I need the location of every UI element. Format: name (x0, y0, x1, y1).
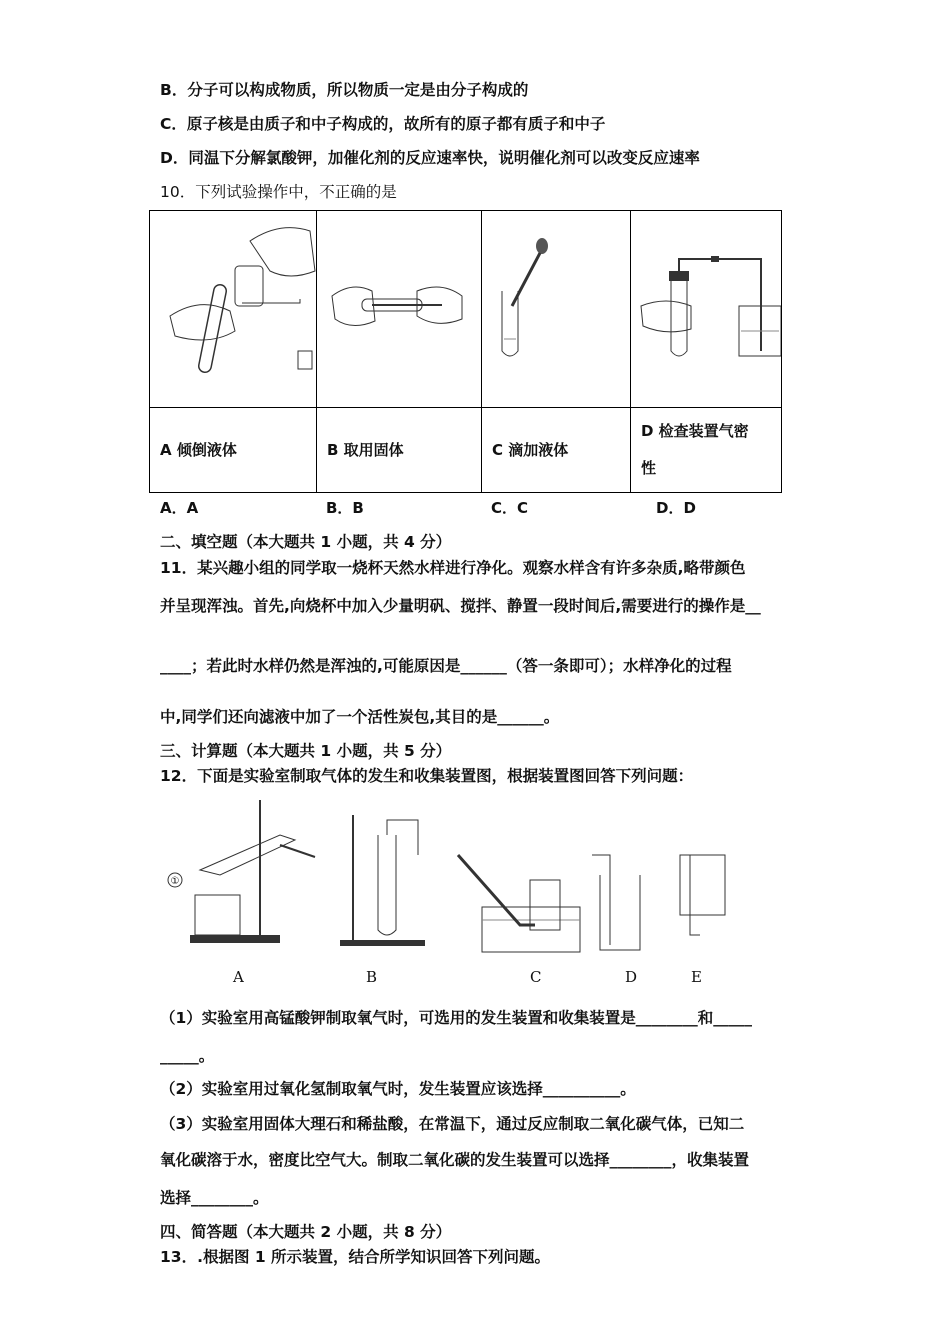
apparatus-figure (160, 795, 800, 990)
q10-option-a[interactable]: A．A (160, 499, 199, 517)
drip-liquid-figure (482, 211, 631, 408)
q9-option-b: B．分子可以构成物质，所以物质一定是由分子构成的 (160, 81, 529, 99)
q12-part1-a: （1）实验室用高锰酸钾制取氧气时，可选用的发生装置和收集装置是________和_____ (160, 1009, 753, 1027)
q11-line4: 中,同学们还向滤液中加了一个活性炭包,其目的是______。 (160, 708, 560, 726)
q10-option-c[interactable]: C．C (491, 499, 529, 517)
q10-option-b[interactable]: B．B (326, 499, 364, 517)
q12-part3-b: 氧化碳溶于水，密度比空气大。制取二氧化碳的发生装置可以选择________，收集装置 (160, 1151, 750, 1169)
label-a: A (233, 968, 244, 986)
airtight-check-figure (631, 211, 782, 408)
label-c: C (530, 968, 542, 986)
pour-liquid-figure (150, 211, 317, 408)
q9-option-d: D．同温下分解氯酸钾，加催化剂的反应速率快，说明催化剂可以改变反应速率 (160, 149, 700, 167)
take-solid-figure (317, 211, 482, 408)
q10-table (149, 210, 782, 493)
marker-1: ① (170, 876, 180, 887)
section4-title: 四、简答题（本大题共 2 小题，共 8 分） (160, 1223, 452, 1241)
q11-line3 (160, 654, 732, 676)
caption-a: A 倾倒液体 (150, 408, 317, 493)
label-b: B (366, 968, 378, 986)
q10-stem: 10．下列试验操作中，不正确的是 (160, 183, 397, 201)
q11-line3-a: ____；若此时水样仍然是浑浊的,可能原因是______ (160, 657, 507, 675)
caption-c: C 滴加液体 (482, 408, 631, 493)
q9-option-c: C．原子核是由质子和中子构成的，故所有的原子都有质子和中子 (160, 115, 606, 133)
q12-part1-b: _____。 (160, 1047, 215, 1065)
q12-part3-a: （3）实验室用固体大理石和稀盐酸，在常温下，通过反应制取二氧化碳气体，已知二 (160, 1115, 745, 1133)
section2-title: 二、填空题（本大题共 1 小题，共 4 分） (160, 533, 452, 551)
q11-line1: 11．某兴趣小组的同学取一烧杯天然水样进行净化。观察水样含有许多杂质,略带颜色 (160, 559, 746, 577)
q12-part3-c: 选择________。 (160, 1189, 269, 1207)
caption-b: B 取用固体 (317, 408, 482, 493)
q11-line3-b: （答一条即可） (506, 657, 608, 675)
label-d: D (625, 968, 638, 986)
q12-stem: 12．下面是实验室制取气体的发生和收集装置图，根据装置图回答下列问题： (160, 767, 694, 785)
caption-d (631, 408, 782, 493)
label-e: E (691, 968, 702, 986)
q10-option-d[interactable]: D．D (656, 499, 696, 517)
section3-title: 三、计算题（本大题共 1 小题，共 5 分） (160, 742, 452, 760)
q12-part2: （2）实验室用过氧化氢制取氧气时，发生装置应该选择__________。 (160, 1080, 636, 1098)
q11-line3-c: ；水样净化的过程 (607, 657, 732, 675)
q13-stem: 13．.根据图 1 所示装置，结合所学知识回答下列问题。 (160, 1248, 551, 1266)
caption-d-line1: D 检查装置气密 (641, 422, 749, 440)
q11-line2: 并呈现浑浊。首先,向烧杯中加入少量明矾、搅拌、静置一段时间后,需要进行的操作是__ (160, 597, 761, 615)
caption-d-line2: 性 (641, 459, 657, 477)
